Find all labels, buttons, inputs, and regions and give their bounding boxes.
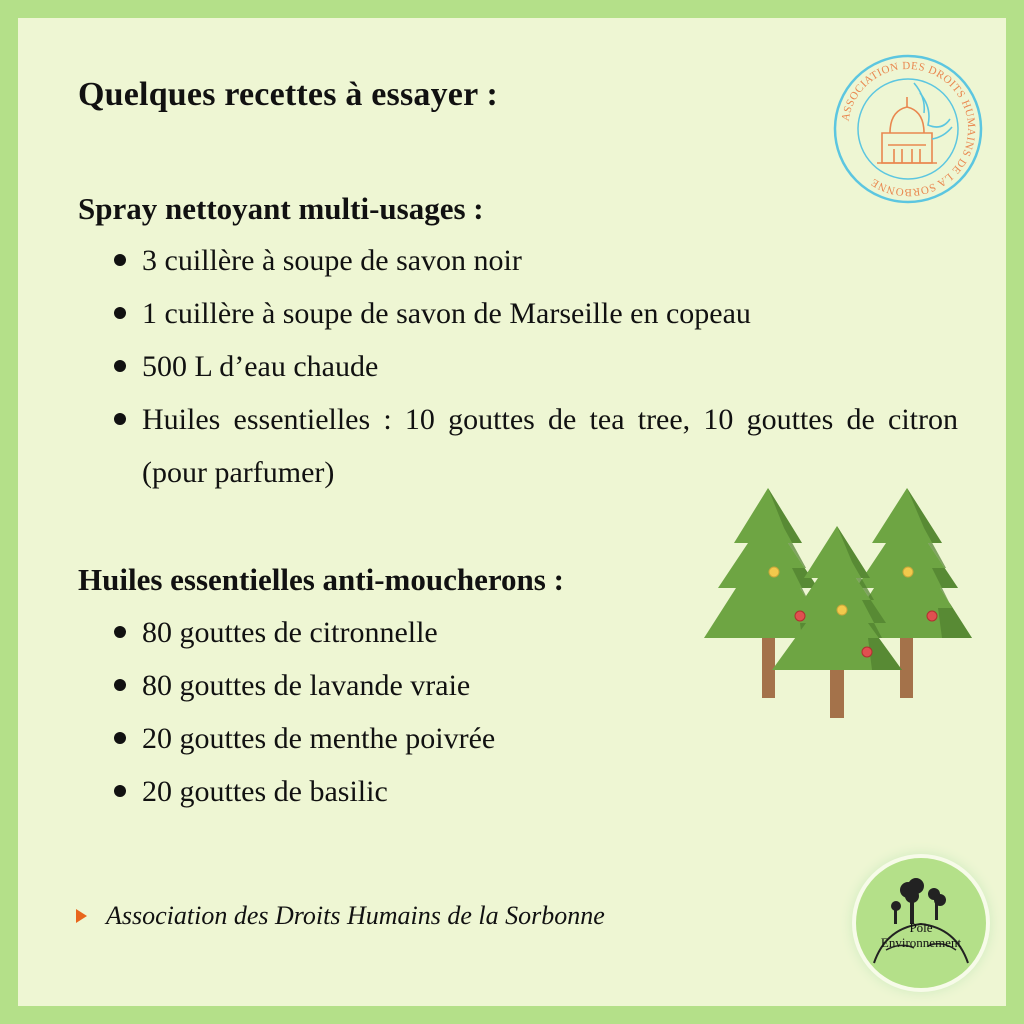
section-title-anti-moucherons: Huiles essentielles anti-moucherons : <box>78 562 564 597</box>
arrow-right-icon <box>76 909 87 923</box>
seal-text: ASSOCIATION DES DROITS HUMAINS DE LA SORBONNE <box>839 59 978 199</box>
list-item: 500 L d’eau chaude <box>78 340 958 393</box>
list-item: 20 gouttes de basilic <box>78 765 778 818</box>
list-item: 80 gouttes de citronnelle <box>78 606 778 659</box>
pine-trees-icon <box>702 488 972 718</box>
footer <box>76 901 605 931</box>
svg-text:ASSOCIATION DES DROITS HUMAINS <box>839 60 977 198</box>
poster-frame <box>18 18 1006 1006</box>
list-item: 80 gouttes de lavande vraie <box>78 659 778 712</box>
ingredient-list-spray <box>78 234 958 499</box>
section-title-spray: Spray nettoyant multi-usages : <box>78 191 484 226</box>
list-item: 3 cuillère à soupe de savon noir <box>78 234 958 287</box>
badge-label <box>856 920 986 950</box>
list-item: 1 cuillère à soupe de savon de Marseille en copeau <box>78 287 958 340</box>
badge-line-1: Pôle <box>909 920 933 935</box>
footer-text: Association des Droits Humains de la Sorbonne <box>106 901 605 930</box>
ingredient-list-anti-moucherons <box>78 606 778 818</box>
badge-line-2: Environnement <box>880 935 962 950</box>
page-title: Quelques recettes à essayer : <box>78 76 498 113</box>
association-seal-icon <box>832 53 984 205</box>
pole-environnement-badge <box>856 858 986 988</box>
list-item: 20 gouttes de menthe poivrée <box>78 712 778 765</box>
list-item: Huiles essentielles : 10 gouttes de tea tree, 10 gouttes de citron (pour parfumer) <box>78 393 958 499</box>
